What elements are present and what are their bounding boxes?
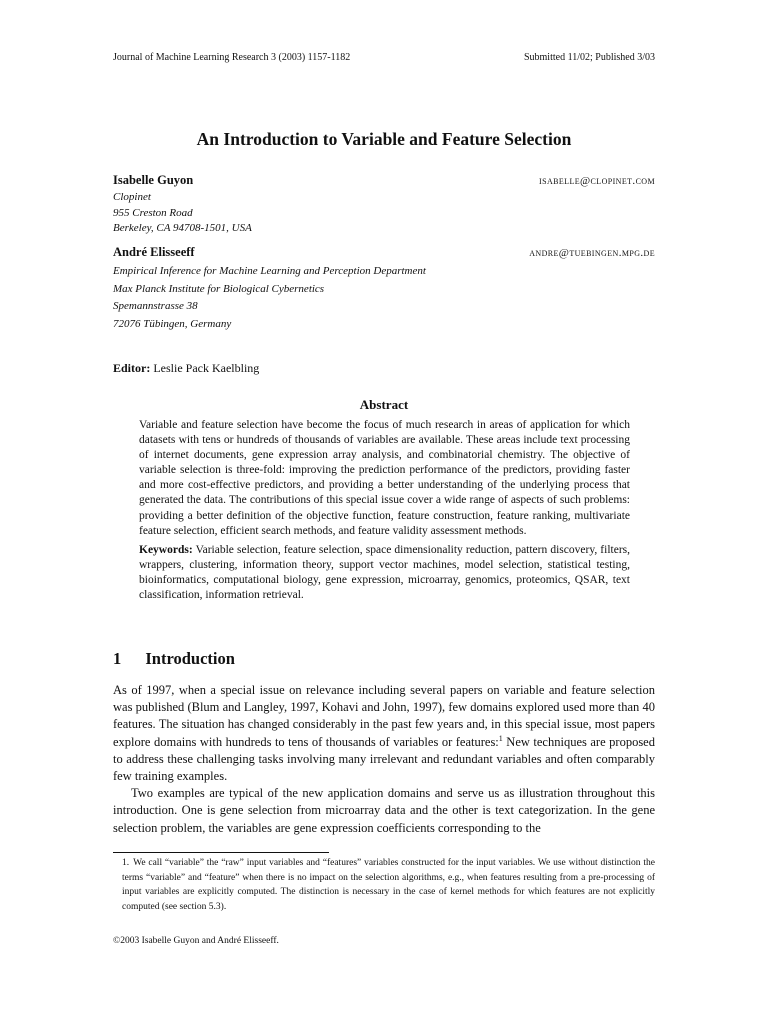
keywords-label: Keywords: [139, 543, 193, 556]
footnote-number: 1. [122, 858, 130, 868]
author-block-1 [113, 172, 655, 237]
section-number: 1 [113, 649, 122, 668]
paper-title: An Introduction to Variable and Feature Selection [196, 129, 572, 149]
footnote-marker[interactable]: 1 [498, 733, 503, 743]
author-affiliation [113, 263, 655, 333]
keywords-list: Variable selection, feature selection, space dimensionality reduction, pattern discovery, filters, wrappers, clustering, information theory, support vector machines, model selection, statistical testing, bioinformatics, computational biology, gene expression, microarray, genomics, proteomics, QSAR, text classification, information retrieval. [139, 543, 631, 602]
editor-line [113, 361, 259, 376]
affiliation-line: Berkeley, CA 94708-1501, USA [113, 222, 252, 234]
copyright-notice: ©2003 Isabelle Guyon and André Elisseeff. [113, 936, 279, 946]
submission-dates: Submitted 11/02; Published 3/03 [523, 52, 655, 63]
paragraph-text: New techniques are proposed to address these challenging tasks involving many irrelevant and redundant variables and often comparably few training examples. [113, 734, 655, 784]
affiliation-line: Spemannstrasse 38 [113, 300, 198, 312]
footnote [122, 856, 655, 914]
affiliation-line: Max Planck Institute for Biological Cybernetics [113, 282, 325, 295]
affiliation-line: Clopinet [113, 191, 151, 203]
running-header [113, 52, 655, 64]
section-heading [113, 649, 235, 669]
author-affiliation [113, 190, 655, 237]
author-name: André Elisseeff [113, 245, 195, 259]
abstract-heading: Abstract [359, 397, 409, 412]
affiliation-line: Empirical Inference for Machine Learning and Perception Department [113, 265, 426, 277]
abstract [139, 418, 630, 603]
author-name: Isabelle Guyon [113, 173, 194, 187]
editor-label: Editor: [113, 361, 151, 375]
author-email[interactable]: andre@tuebingen.mpg.de [529, 247, 655, 259]
author-block-2 [113, 244, 655, 333]
paragraph: Two examples are typical of the new application domains and serve us as illustration throughout this introduction. One is gene selection from microarray data and the other is text categorization. In the gene selection problem, the variables are gene expression coefficients corresponding to the [113, 786, 655, 835]
paragraph-text: As of 1997, when a special issue on relevance including several papers on variable and feature selection was published (Blum and Langley, 1997, Kohavi and John, 1997), few domains explored used more than 40 features. The situation has changed considerably in the past few years and, in this special issue, most papers explore domains with hundreds to tens of thousands of variables or features: [113, 683, 655, 749]
section-body [113, 682, 655, 837]
keywords [139, 543, 630, 603]
footnote-rule [113, 852, 329, 853]
paragraph [113, 682, 655, 785]
abstract-text: Variable and feature selection have become the focus of much research in areas of application for which datasets with tens or hundreds of thousands of variables are available. These areas include text processing of internet documents, gene expression array analysis, and combinatorial chemistry. The objective of variable selection is three-fold: improving the prediction performance of the predictors, providing faster and more cost-effective predictors, and providing a better understanding of the underlying process that generated the data. The contributions of this special issue cover a wide range of aspects of such problems: providing a better definition of the objective function, feature construction, feature ranking, multivariate feature selection, efficient search methods, and feature validity assessment methods. [139, 419, 630, 537]
footnote-text: We call “variable” the “raw” input variables and “features” variables constructed for the input variables. We use without distinction the terms “variable” and “feature” when there is no impact on the selection algorithms, e.g., when features resulting from a pre-processing of input variables are explicitly computed. The distinction is necessary in the case of kernel methods for which features are not explicitly computed (see section 5.3). [122, 858, 655, 912]
affiliation-line: 955 Creston Road [113, 206, 193, 219]
affiliation-line: 72076 Tübingen, Germany [113, 317, 232, 330]
author-email[interactable]: isabelle@clopinet.com [539, 175, 655, 187]
journal-citation: Journal of Machine Learning Research 3 (2003) 1157-1182 [113, 52, 351, 63]
section-title: Introduction [145, 649, 235, 668]
editor-name: Leslie Pack Kaelbling [153, 361, 260, 375]
